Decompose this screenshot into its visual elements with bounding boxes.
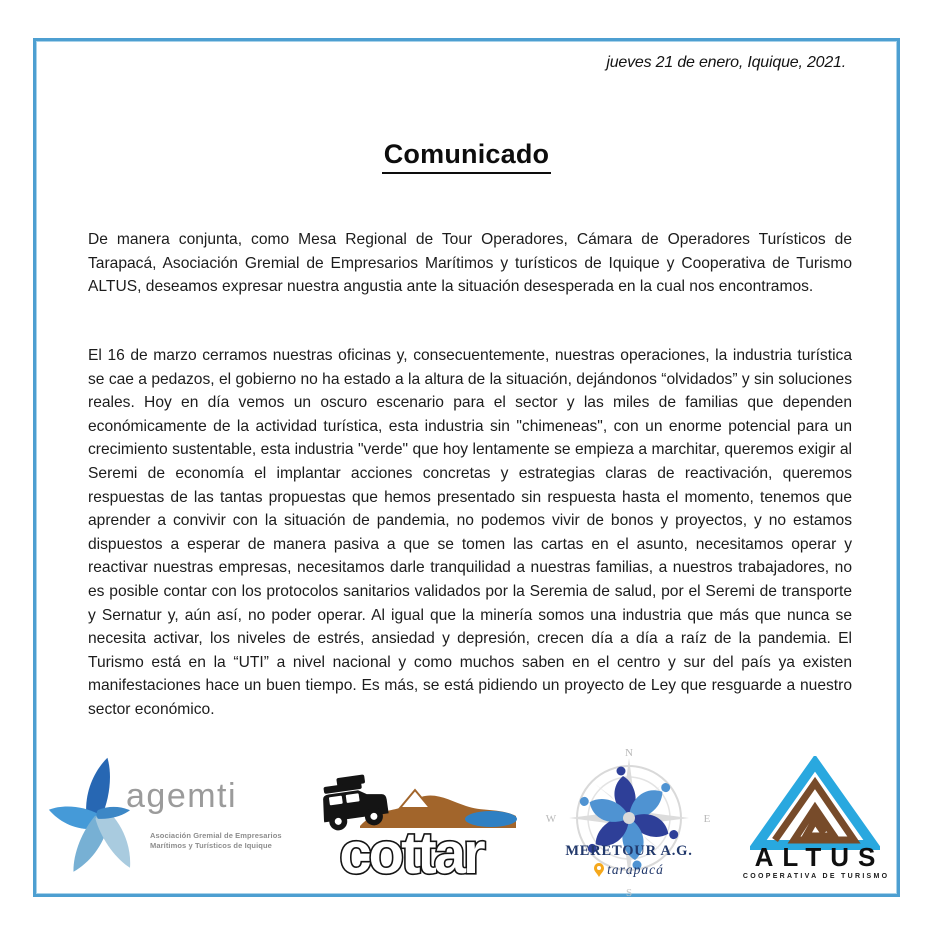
cottar-wordmark: cottar (339, 821, 483, 882)
cottar-logo (308, 770, 518, 882)
title-wrap (33, 139, 900, 174)
meretour-region-label: tarapacá (607, 862, 664, 877)
page-title: Comunicado (382, 139, 552, 174)
compass-w-label: W (545, 813, 557, 825)
location-pin-icon (594, 863, 604, 877)
date-line: jueves 21 de enero, Iquique, 2021. (606, 54, 846, 71)
agemti-tagline (150, 831, 282, 851)
compass-e-label: E (703, 813, 711, 825)
agemti-logo (46, 753, 296, 883)
agemti-star-icon (46, 755, 150, 881)
meretour-wordmark: MERETOUR A.G. (565, 843, 693, 859)
altus-mountain-icon (750, 756, 880, 852)
altus-spiral-shape (775, 783, 854, 840)
meretour-compass-icon (543, 744, 715, 902)
paragraph-intro: De manera conjunta, como Mesa Regional de Tour Operadores, Cámara de Operadores Turísticos de Tarapacá, Asociación Gremial de Empresarios Marítimos y turísticos de Iquique y Cooperativa de Turismo ALTUS, deseamos expresar nuestra angustia ante la situación desesperada en la cual nos encontramos. (88, 231, 852, 296)
compass-s-label: S (625, 887, 633, 899)
paragraph-main: El 16 de marzo cerramos nuestras oficinas y, consecuentemente, nuestras operaciones, la industria turística se cae a pedazos, el gobierno no ha estado a la altura de la situación, dejándonos “olvidados” y sin soluciones reales. Hoy en día vemos un oscuro escenario para el sector y las miles de familias que dependen económicamente de la actividad turística, esta industria sin "chimeneas", con un enorme potencial para un crecimiento sustentable, esta industria "verde" que hoy lentamente se empieza a marchitar, queremos exigir al Seremi de economía el implantar acciones concretas y estrategias claras de reactivación, queremos respuestas de las tantas propuestas que hemos presentado sin respuesta hasta el momento, tenemos que aprender a convivir con la situación de pandemia, no podemos vivir de bonos y proyectos, y no estamos dispuestos a esperar de manera pasiva a que se tomen las cartas en el asunto, necesitamos operar y reactivar nuestras empresas, necesitamos darle tranquilidad a nuestras familias, a nuestros trabajadores, no es posible contar con los protocolos sanitarios validados por la Seremia de salud, por el Seremi de transporte y Sernatur y, aún así, no poder operar. Al igual que la minería somos una industria que más que nunca se necesita activar, los niveles de estrés, ansiedad y depresión, crecen día a día a raíz de la pandemia. El Turismo está en la “UTI” a nivel nacional y como muchos saben en el centro y sur del país ya existen manifestaciones hace un buen tiempo. Es más, se está pidiendo un proyecto de Ley que resguarde a nuestro sector económico. (88, 347, 852, 718)
altus-subtitle: COOPERATIVA DE TURISMO (742, 873, 890, 880)
altus-logo (737, 756, 893, 882)
agemti-wordmark: agemti (126, 777, 238, 815)
agemti-tagline-line2: Marítimos y Turísticos de Iquique (150, 841, 272, 850)
altus-wordmark: ALTUS (754, 842, 885, 872)
meretour-region-row (543, 862, 715, 878)
meretour-logo (543, 744, 715, 902)
cottar-illustration-icon (308, 770, 518, 882)
agemti-tagline-line1: Asociación Gremial de Empresarios (150, 831, 282, 840)
compass-n-label: N (625, 747, 633, 759)
